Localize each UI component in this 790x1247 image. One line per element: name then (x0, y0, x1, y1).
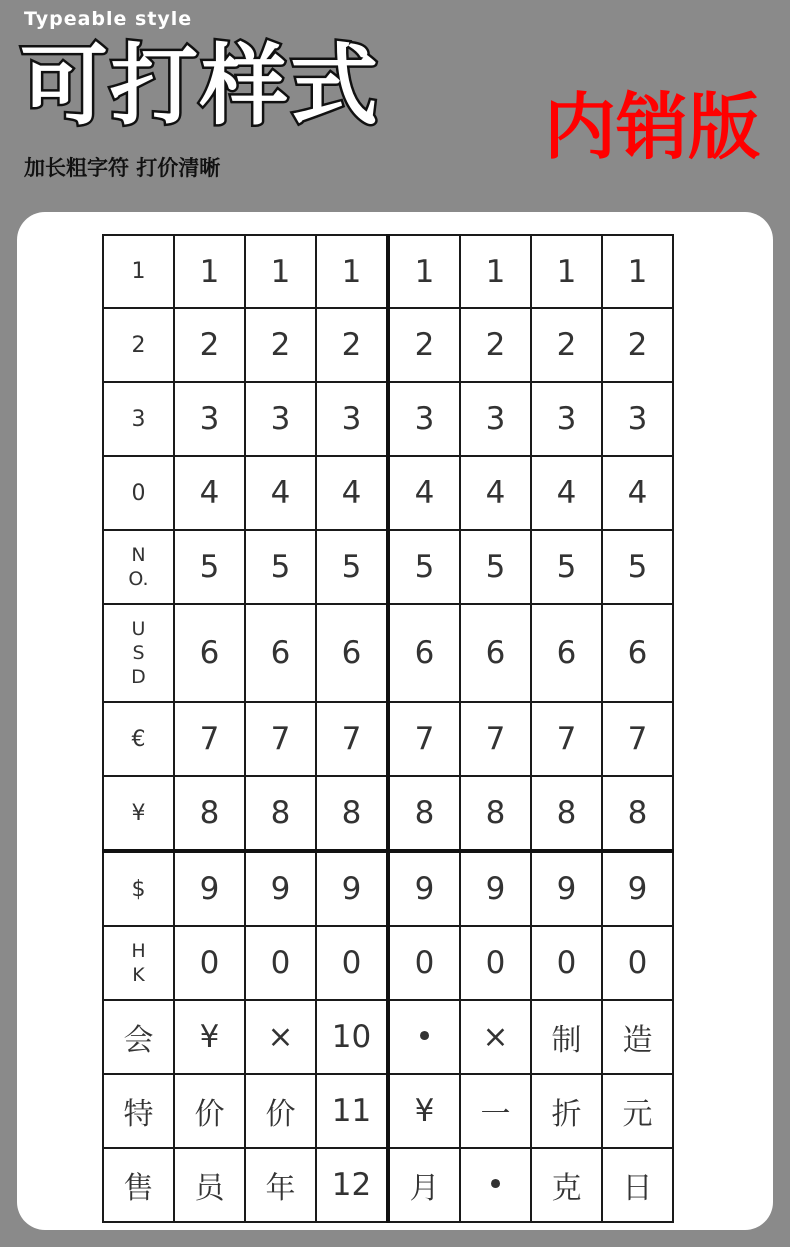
grid-cell: 5 (602, 530, 673, 604)
grid-cell: 价 (245, 1074, 316, 1148)
grid-cell: 9 (388, 851, 460, 926)
grid-cell: • (460, 1148, 531, 1222)
grid-cell: 0 (316, 926, 388, 1000)
grid-cell: 2 (174, 308, 245, 382)
grid-cell: 0 (460, 926, 531, 1000)
grid-cell: 8 (174, 776, 245, 851)
grid-cell: × (460, 1000, 531, 1074)
grid-cell: 折 (531, 1074, 602, 1148)
domestic-version-badge: 内销版 (543, 85, 760, 169)
grid-cell: 4 (174, 456, 245, 530)
grid-cell: 8 (245, 776, 316, 851)
grid-cell: 2 (388, 308, 460, 382)
grid-cell: 6 (602, 604, 673, 702)
grid-cell: 2 (460, 308, 531, 382)
grid-row (103, 1000, 673, 1074)
grid-cell: 5 (388, 530, 460, 604)
grid-cell: 造 (602, 1000, 673, 1074)
grid-row (103, 1148, 673, 1222)
grid-cell-label: 2 (103, 308, 174, 382)
grid-row (103, 530, 673, 604)
grid-cell: 4 (245, 456, 316, 530)
grid-cell: 9 (245, 851, 316, 926)
grid-cell: 8 (388, 776, 460, 851)
grid-cell: 4 (316, 456, 388, 530)
grid-cell: 价 (174, 1074, 245, 1148)
character-grid (102, 234, 674, 1223)
grid-cell: 5 (531, 530, 602, 604)
grid-cell-label: H K (103, 926, 174, 1000)
tagline: 加长粗字符 打价清晰 (24, 156, 221, 180)
grid-cell: 1 (531, 235, 602, 308)
grid-cell: 12 (316, 1148, 388, 1222)
grid-row (103, 235, 673, 308)
grid-cell: 6 (531, 604, 602, 702)
grid-cell: 1 (388, 235, 460, 308)
grid-cell: 3 (388, 382, 460, 456)
grid-cell: 9 (316, 851, 388, 926)
grid-row (103, 456, 673, 530)
grid-cell-label: € (103, 702, 174, 776)
grid-cell: 7 (316, 702, 388, 776)
grid-cell: 4 (531, 456, 602, 530)
grid-cell: 3 (602, 382, 673, 456)
grid-cell-label: ¥ (103, 776, 174, 851)
grid-cell: 3 (460, 382, 531, 456)
grid-cell-label: 会 (103, 1000, 174, 1074)
grid-cell: 3 (174, 382, 245, 456)
grid-cell: 1 (602, 235, 673, 308)
grid-cell: 9 (174, 851, 245, 926)
grid-cell-label: $ (103, 851, 174, 926)
grid-cell: 2 (245, 308, 316, 382)
grid-cell: 日 (602, 1148, 673, 1222)
grid-cell: 6 (316, 604, 388, 702)
grid-cell: ¥ (388, 1074, 460, 1148)
grid-cell-label: 0 (103, 456, 174, 530)
grid-row (103, 308, 673, 382)
grid-cell: 6 (460, 604, 531, 702)
grid-cell: 9 (531, 851, 602, 926)
grid-row (103, 382, 673, 456)
grid-cell: 制 (531, 1000, 602, 1074)
grid-cell: 1 (316, 235, 388, 308)
grid-cell: 6 (174, 604, 245, 702)
grid-cell: 7 (245, 702, 316, 776)
grid-cell: 2 (531, 308, 602, 382)
grid-cell: 3 (531, 382, 602, 456)
grid-cell: 1 (460, 235, 531, 308)
grid-cell: 7 (388, 702, 460, 776)
grid-cell: 元 (602, 1074, 673, 1148)
grid-cell: 0 (245, 926, 316, 1000)
grid-cell: 0 (602, 926, 673, 1000)
grid-cell-label: 1 (103, 235, 174, 308)
grid-cell: 0 (531, 926, 602, 1000)
grid-cell: 7 (460, 702, 531, 776)
grid-cell: 5 (174, 530, 245, 604)
grid-cell: 8 (316, 776, 388, 851)
grid-row (103, 776, 673, 851)
grid-cell: 克 (531, 1148, 602, 1222)
grid-row (103, 702, 673, 776)
grid-cell: 11 (316, 1074, 388, 1148)
grid-cell: 0 (388, 926, 460, 1000)
grid-cell: 9 (460, 851, 531, 926)
main-title: 可打样式 (20, 34, 381, 137)
grid-cell: 8 (460, 776, 531, 851)
grid-cell: 5 (460, 530, 531, 604)
grid-cell: 2 (316, 308, 388, 382)
grid-cell: 6 (388, 604, 460, 702)
grid-cell: 8 (531, 776, 602, 851)
grid-cell: 5 (316, 530, 388, 604)
grid-cell-label: U S D (103, 604, 174, 702)
grid-cell: 8 (602, 776, 673, 851)
grid-cell: 5 (245, 530, 316, 604)
grid-row (103, 1074, 673, 1148)
grid-cell-label: 3 (103, 382, 174, 456)
grid-cell: 3 (245, 382, 316, 456)
grid-cell: × (245, 1000, 316, 1074)
grid-cell: 7 (531, 702, 602, 776)
grid-row (103, 604, 673, 702)
subtitle-en: Typeable style (24, 8, 193, 30)
grid-cell: 2 (602, 308, 673, 382)
grid-cell: 月 (388, 1148, 460, 1222)
grid-cell: 7 (174, 702, 245, 776)
grid-row (103, 926, 673, 1000)
grid-cell: 3 (316, 382, 388, 456)
grid-cell: 4 (460, 456, 531, 530)
grid-cell: ¥ (174, 1000, 245, 1074)
grid-cell-label: N O. (103, 530, 174, 604)
grid-cell: 6 (245, 604, 316, 702)
grid-cell: • (388, 1000, 460, 1074)
grid-cell: 7 (602, 702, 673, 776)
grid-cell: 1 (174, 235, 245, 308)
grid-cell: 4 (388, 456, 460, 530)
grid-cell: 10 (316, 1000, 388, 1074)
grid-cell: 1 (245, 235, 316, 308)
grid-cell: 员 (174, 1148, 245, 1222)
grid-cell-label: 特 (103, 1074, 174, 1148)
grid-cell: 0 (174, 926, 245, 1000)
grid-cell: 年 (245, 1148, 316, 1222)
grid-cell: 9 (602, 851, 673, 926)
grid-row (103, 851, 673, 926)
grid-cell-label: 售 (103, 1148, 174, 1222)
grid-cell: 一 (460, 1074, 531, 1148)
grid-cell: 4 (602, 456, 673, 530)
